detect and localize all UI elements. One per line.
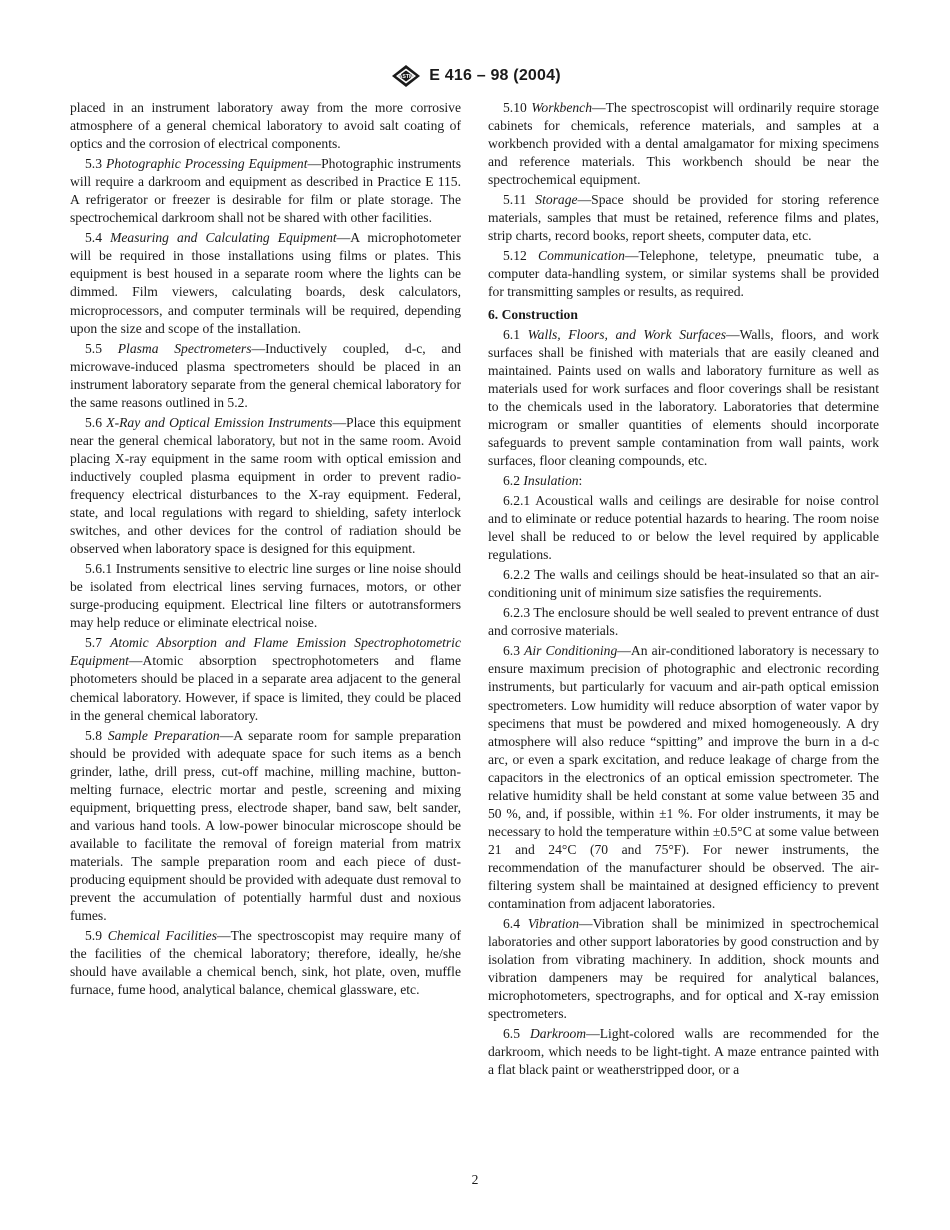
paragraph: placed in an instrument laboratory away from the more corrosive atmosphere of a general chemical laboratory to avoid salt coating of optics and the corrosion of electrical components. (70, 100, 461, 152)
left-column (70, 99, 461, 1001)
logo-text: ASTM (398, 74, 414, 81)
page-number: 2 (471, 1172, 479, 1187)
astm-logo-icon (389, 64, 423, 88)
document-designation: E 416 – 98 (2004) (429, 67, 561, 84)
section-heading: 6. Construction (488, 306, 578, 322)
paragraph-5-4: 5.4 Measuring and Calculating Equipment—A microphotometer will be required in those installations using films or plates. This equipment is best housed in a separate room where the lights can be dimmed. Film viewers, calculating boards, desk calculators, microprocessors, and computer terminals will be required, depending upon the size and scope of the installation. (70, 230, 461, 336)
paragraph-6-1: 6.1 Walls, Floors, and Work Surfaces—Walls, floors, and work surfaces shall be finished with materials that are easily cleaned and maintained. Paints used on walls and laboratory furniture as well as materials used for work surfaces and floor coverings shall be resistant to the chemicals used in the laboratory. Laboratories that determine microgram or smaller quantities of elements should incorporate safeguards to prevent sample contamination from wall paints, work surfaces, floor cleaning compounds, etc. (488, 326, 880, 468)
paragraph-5-6-1: 5.6.1 Instruments sensitive to electric line surges or line noise should be isolated from electrical lines serving furnaces, motors, or other surge-producing equipment. Electrical line filters or autotransformers may help reduce or eliminate electrical noise. (70, 561, 461, 631)
page-header (0, 64, 950, 88)
paragraph-5-9: 5.9 Chemical Facilities—The spectroscopist may require many of the facilities of the chemical laboratory; therefore, ideally, he/she should have available a chemical bench, sink, hot plate, oven, muffle furnace, fume hood, analytical balance, chemical glassware, etc. (70, 928, 462, 998)
paragraph-5-3: 5.3 Photographic Processing Equipment—Photographic instruments will require a darkroom and equipment as described in Practice E 115. A refrigerator or freezer is desirable for film or plate storage. The spectrochemical darkroom shall not be shared with other facilities. (70, 156, 461, 226)
paragraph-5-7: 5.7 Atomic Absorption and Flame Emission Spectrophotometric Equipment—Atomic absorption spectrophotometers and flame photometers should be placed in a separate area adjacent to the general chemical laboratory. However, if space is limited, they could be placed in the general chemical laboratory. (70, 635, 461, 723)
paragraph-6-2: 6.2 Insulation: (503, 472, 583, 488)
paragraph-6-2-3: 6.2.3 The enclosure should be well sealed to prevent entrance of dust and corrosive materials. (488, 605, 879, 639)
paragraph-5-12: 5.12 Communication—Telephone, teletype, pneumatic tube, a computer data-handling system, or similar systems shall be provided for transmitting samples or results, as required. (488, 248, 879, 300)
paragraph-5-11: 5.11 Storage—Space should be provided for storing reference materials, samples that must be retained, reference films and plates, strip charts, record books, report sheets, computer data, etc. (488, 192, 879, 244)
paragraph-5-6: 5.6 X-Ray and Optical Emission Instruments—Place this equipment near the general chemical laboratory, but not in the same room. Avoid placing X-ray equipment in the same room with optical emission and inductively coupled plasma equipment in order to prevent radio-frequency electrical disturbances to the X-ray equipment. Federal, state, and local regulations with regard to shielding, safety interlock switches, and other devices for the control of radiation should be observed when laboratory space is designed for this equipment. (70, 414, 462, 557)
right-column (488, 99, 879, 1081)
paragraph-6-5: 6.5 Darkroom—Light-colored walls are recommended for the darkroom, which needs to be light-tight. A maze entrance painted with a flat black paint or weatherstripped door, or a (488, 1026, 879, 1078)
paragraph-6-2-2: 6.2.2 The walls and ceilings should be heat-insulated so that an air-conditioning unit of minimum size satisfies the requirements. (488, 567, 880, 601)
paragraph-6-2-1: 6.2.1 Acoustical walls and ceilings are desirable for noise control and to eliminate or reduce potential hazards to hearing. The room noise level shall be reduced to or below the level required by applicable regulations. (488, 492, 879, 563)
paragraph-5-5: 5.5 Plasma Spectrometers—Inductively coupled, d-c, and microwave-induced plasma spectrometers should be placed in an instrument laboratory separate from the general chemical laboratory for the same reasons outlined in 5.2. (70, 340, 462, 410)
paragraph-6-4: 6.4 Vibration—Vibration shall be minimized in spectrochemical laboratories and other support laboratories by good construction and by isolation from vibrating machinery. In addition, shock mounts and vibration dampeners may be required for analytical balances, microphotometers, spectrographs, and for optical and X-ray emission spectrometers. (488, 916, 879, 1022)
paragraph-5-8: 5.8 Sample Preparation—A separate room for sample preparation should be provided with adequate space for such items as a bench grinder, lathe, drill press, cut-off machine, milling machine, button-melting furnace, electric mortar and pestle, screening and mixing equipment, briquetting press, electrode shaper, band saw, belt sander, and various hand tools. A low-power binocular microscope should be available to facilitate the removal of foreign material from matrix materials. The sample preparation room and each piece of dust-producing equipment should be provided with adequate dust removal to prevent the accumulation of potentially harmful dust and noxious fumes. (70, 727, 461, 924)
paragraph-5-10: 5.10 Workbench—The spectroscopist will ordinarily require storage cabinets for chemicals, reference materials, and samples at a workbench provided with a dental amalgamator for mixing specimens and reference materials. This workbench should be near the spectrochemical equipment. (488, 100, 880, 188)
paragraph-6-3: 6.3 Air Conditioning—An air-conditioned laboratory is necessary to ensure maximum precision of photographic and electronic recording instruments, but particularly for vacuum and air-path optical emission spectrometers. Low humidity will reduce absorption of water vapor by specimens that must be powdered and mixed homogeneously. A dry atmosphere will also reduce “spitting” and improve the burn in a d-c arc, or even a spark excitation, and reduce leakage of charge from the capacitors in the electronics of an optical emission spectrometer. The relative humidity shall be held constant at some value between 35 and 50 %, and, if possible, within ±1 %. For older instruments, it may be necessary to hold the temperature within ±0.5°C at some value between 21 and 24°C (70 and 75°F). For newer instruments, the recommendation of the manufacturer should be observed. The air-filtering system shall be maintained at designed efficiency to prevent contamination from adjacent laboratories. (488, 643, 879, 912)
